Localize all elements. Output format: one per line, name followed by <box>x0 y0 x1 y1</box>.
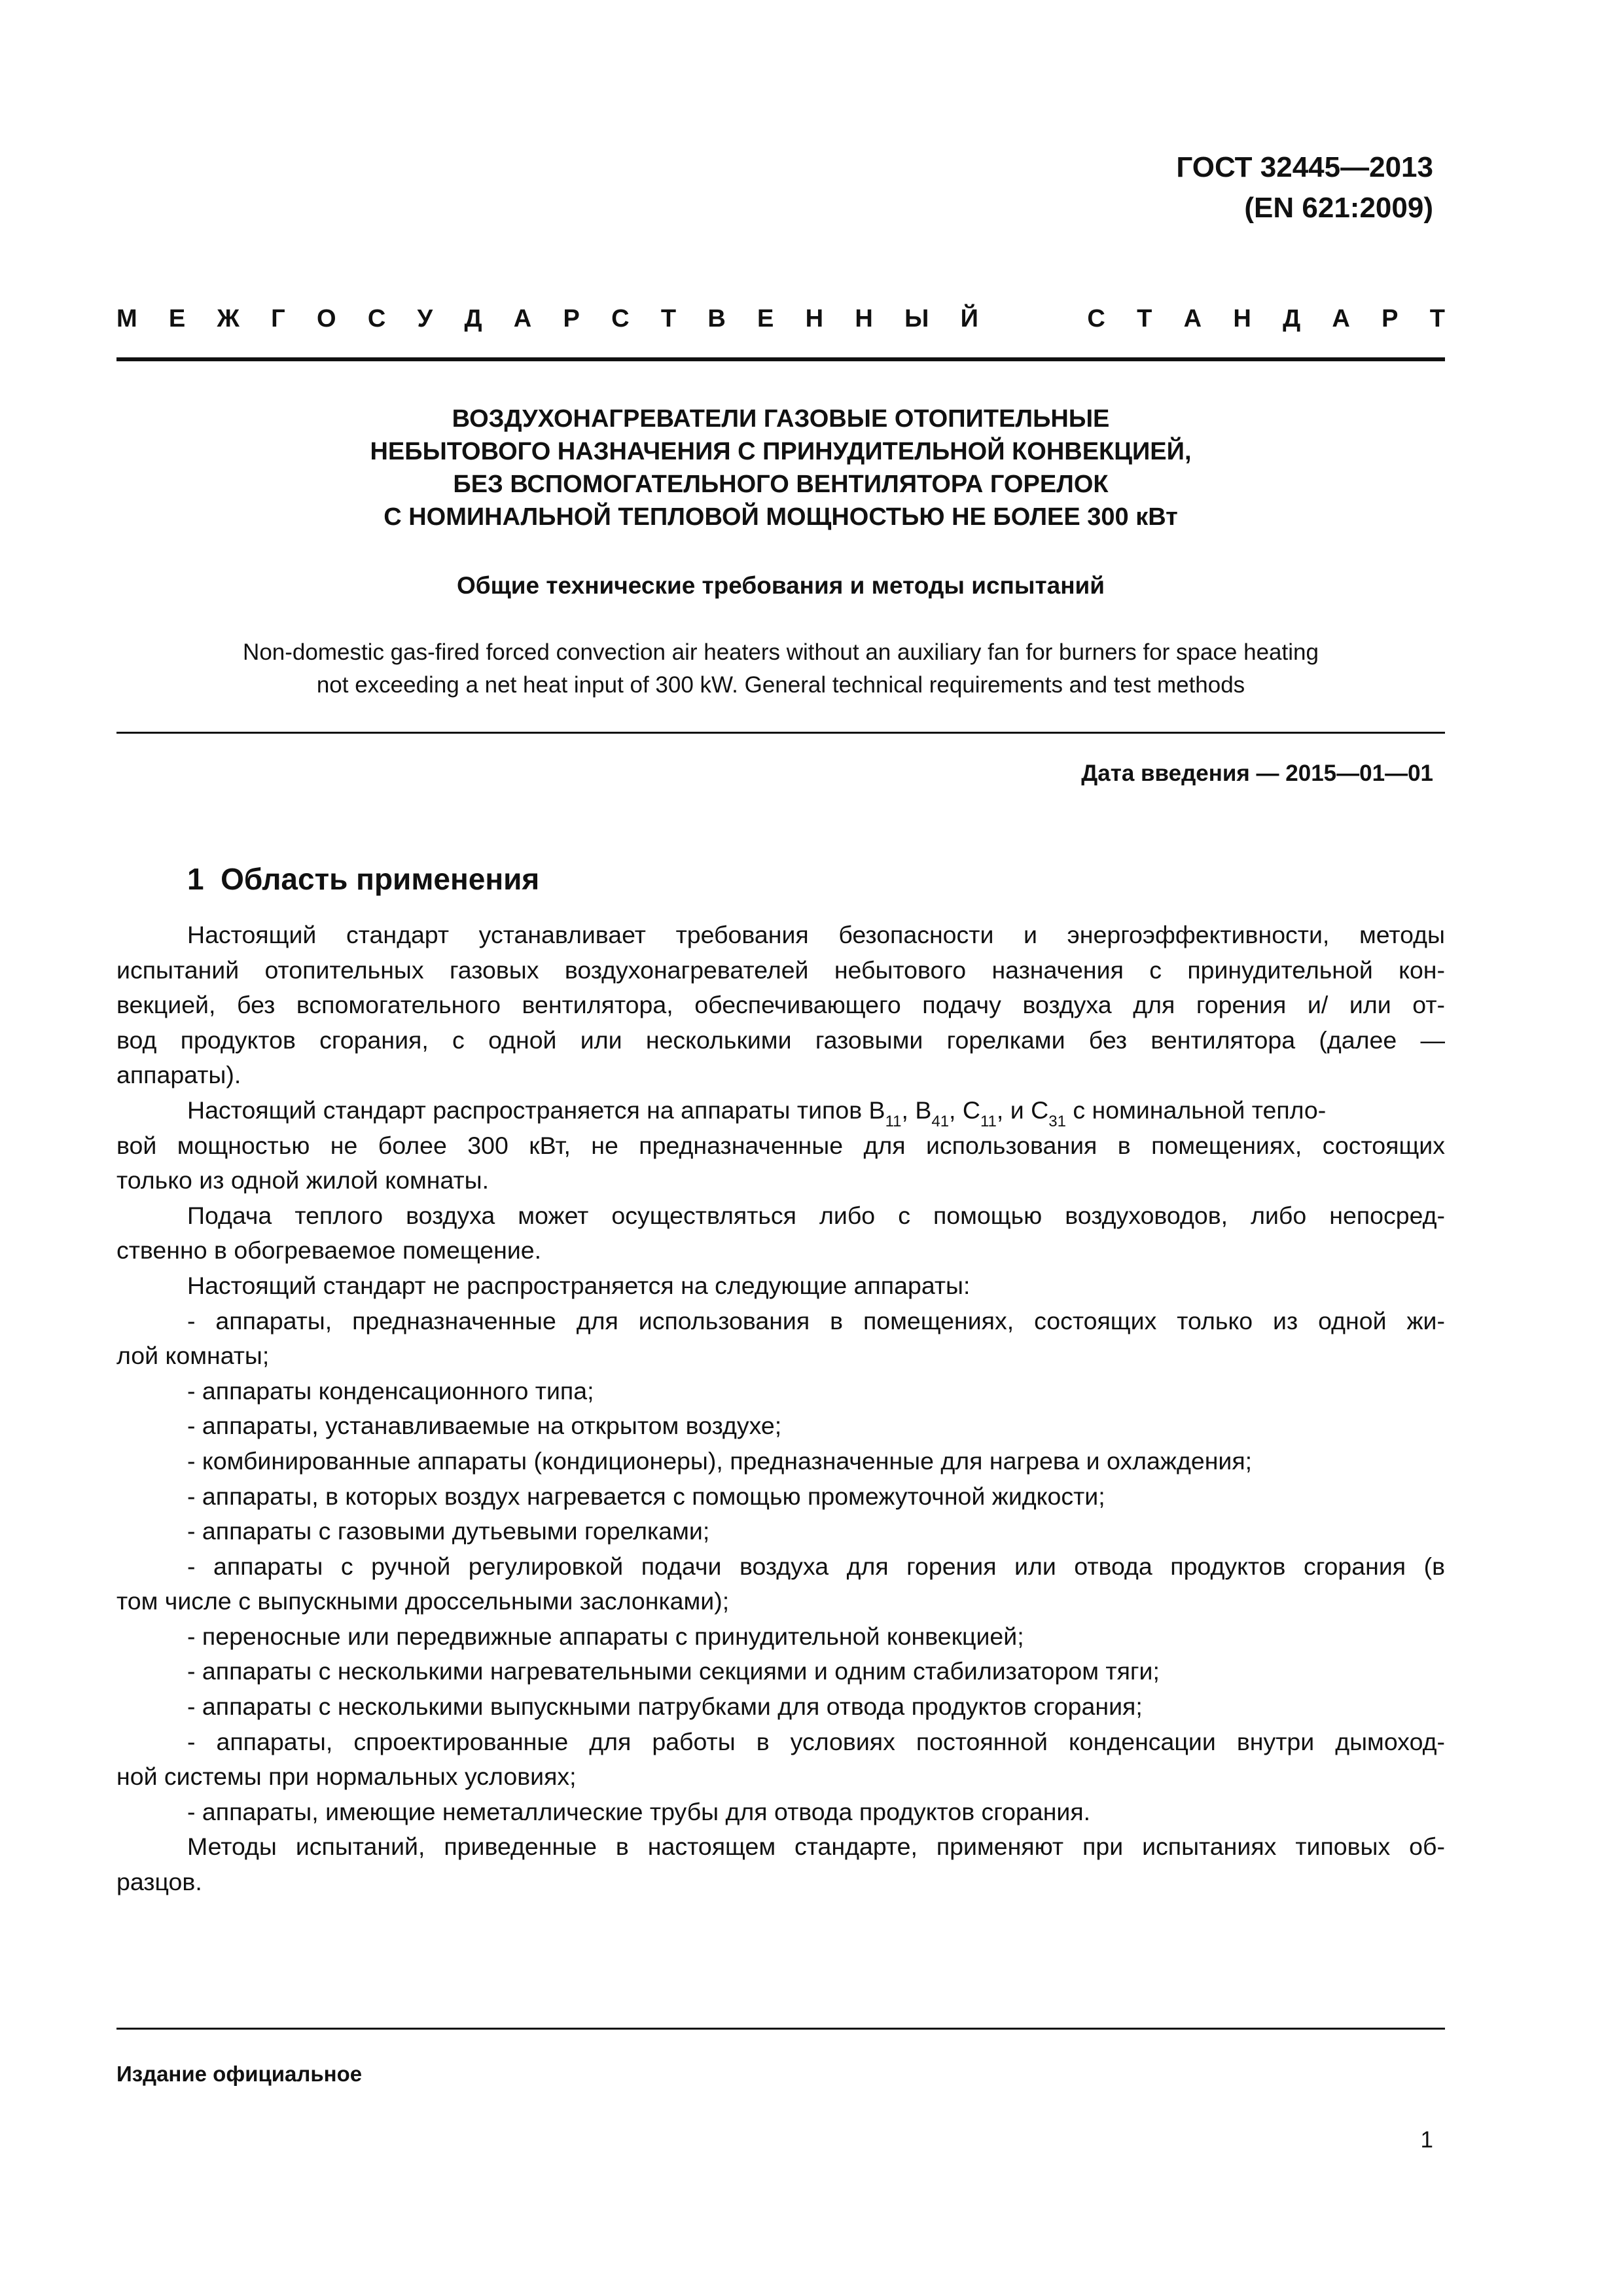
interstate-letter: Е <box>168 305 186 332</box>
body-line: аппараты). <box>116 1061 241 1089</box>
introduction-date: Дата введения — 2015—01—01 <box>1081 761 1433 786</box>
interstate-standard-label <box>116 305 1445 333</box>
interstate-letter: Ж <box>217 305 240 332</box>
list-item: - аппараты с газовыми дутьевыми горелками; <box>187 1517 710 1545</box>
list-item: - аппараты, имеющие неметаллические трубы для отвода продуктов сгорания. <box>187 1797 1091 1825</box>
section-body <box>116 918 1445 1900</box>
body-line-types: Настоящий стандарт распространяется на аппараты типов $B_{11}$, $B_{41}$, $C_{11}$, и $C_{31}$ с номинальной тепло- <box>187 1096 1327 1130</box>
list-item: - аппараты конденсационного типа; <box>187 1376 594 1405</box>
list-item: - аппараты, в которых воздух нагревается с помощью промежуточной жидкости; <box>187 1482 1105 1510</box>
list-item-continuation: ной системы при нормальных условиях; <box>116 1763 577 1791</box>
interstate-letter: Е <box>757 305 774 332</box>
title-line: С НОМИНАЛЬНОЙ ТЕПЛОВОЙ МОЩНОСТЬЮ НЕ БОЛЕЕ 300 кВт <box>383 503 1178 531</box>
body-line: ственно в обогреваемое помещение. <box>116 1236 542 1265</box>
standard-letter: А <box>1332 305 1350 332</box>
types-suffix: с номинальной тепло- <box>1065 1096 1327 1124</box>
standard-letter: Т <box>1137 305 1152 332</box>
body-line: разцов. <box>116 1868 202 1896</box>
list-item: - аппараты с несколькими нагревательными секциями и одним стабилизатором тяги; <box>187 1657 1160 1685</box>
type-c11: C <box>962 1096 980 1124</box>
interstate-letter: С <box>611 305 630 332</box>
section-title: Область применения <box>221 862 540 896</box>
standard-letter: Т <box>1429 305 1445 332</box>
interstate-letter: О <box>316 305 336 332</box>
list-item: - аппараты, предназначенные для использования в помещениях, состоящих только из одной жи- <box>187 1306 1445 1335</box>
body-line: векцией, без вспомогательного вентилятора, обеспечивающего подачу воздуха для горения и/ или от- <box>116 991 1445 1019</box>
list-item-continuation: том числе с выпускными дроссельными заслонками); <box>116 1587 730 1615</box>
interstate-letter: В <box>707 305 726 332</box>
document-title-en <box>116 636 1445 702</box>
document-title-ru <box>116 403 1445 533</box>
title-en-line: not exceeding a net heat input of 300 kW. General technical requirements and test methods <box>316 672 1245 698</box>
interstate-letter: Н <box>855 305 873 332</box>
word-gap <box>1010 305 1056 333</box>
section-heading <box>187 861 539 897</box>
interstate-letter: С <box>367 305 386 332</box>
body-line: испытаний отопительных газовых воздухонагревателей небытового назначения с принудительной кон- <box>116 956 1445 984</box>
list-item: - аппараты с несколькими выпускными патрубками для отвода продуктов сгорания; <box>187 1693 1143 1721</box>
type-b41: B <box>915 1096 932 1124</box>
interstate-letter: Ы <box>904 305 929 332</box>
list-item: - аппараты с ручной регулировкой подачи воздуха для горения или отвода продуктов сгорания (в <box>187 1552 1445 1580</box>
footer-divider <box>116 2028 1445 2030</box>
interstate-letter: Д <box>464 305 482 332</box>
title-divider <box>116 732 1445 734</box>
interstate-letter: Н <box>805 305 824 332</box>
type-subscript: 11 <box>885 1112 902 1130</box>
standard-letter: Д <box>1283 305 1301 332</box>
document-subtitle-ru: Общие технические требования и методы испытаний <box>456 572 1105 599</box>
interstate-letter: М <box>116 305 137 332</box>
interstate-letter: Г <box>271 305 285 332</box>
en-number-text: (EN 621:2009) <box>1244 192 1433 224</box>
standard-letter: С <box>1087 305 1105 332</box>
body-line: только из одной жилой комнаты. <box>116 1166 490 1194</box>
body-line: вой мощностью не более 300 кВт, не предназначенные для использования в помещениях, состоящих <box>116 1131 1445 1159</box>
list-item: - аппараты, устанавливаемые на открытом воздухе; <box>187 1412 782 1440</box>
interstate-letter: Й <box>960 305 978 332</box>
body-line: Методы испытаний, приведенные в настоящем стандарте, применяют при испытаниях типовых об- <box>187 1833 1445 1861</box>
interstate-letter: Р <box>563 305 580 332</box>
standard-letter: Н <box>1233 305 1251 332</box>
type-subscript: 11 <box>980 1112 997 1130</box>
header-divider <box>116 357 1445 361</box>
interstate-letter: У <box>417 305 433 332</box>
edition-label: Издание официальное <box>116 2062 363 2086</box>
interstate-letter: А <box>513 305 532 332</box>
body-line: Подача теплого воздуха может осуществляться либо с помощью воздуховодов, либо непосред- <box>187 1201 1445 1229</box>
document-number <box>1176 147 1433 228</box>
type-subscript: 31 <box>1048 1112 1066 1130</box>
title-line: НЕБЫТОВОГО НАЗНАЧЕНИЯ С ПРИНУДИТЕЛЬНОЙ КОНВЕКЦИЕЙ, <box>370 438 1192 465</box>
page-number: 1 <box>1420 2127 1433 2153</box>
list-item: - переносные или передвижные аппараты с принудительной конвекцией; <box>187 1622 1024 1650</box>
list-item: - аппараты, спроектированные для работы в условиях постоянной конденсации внутри дымоход- <box>187 1727 1445 1755</box>
body-line: вод продуктов сгорания, с одной или несколькими газовыми горелками без вентилятора (далее — <box>116 1026 1445 1054</box>
list-item-continuation: лой комнаты; <box>116 1342 270 1370</box>
section-number: 1 <box>187 862 204 896</box>
type-subscript: 41 <box>931 1112 950 1130</box>
title-line: ВОЗДУХОНАГРЕВАТЕЛИ ГАЗОВЫЕ ОТОПИТЕЛЬНЫЕ <box>452 405 1110 433</box>
types-prefix: Настоящий стандарт распространяется на аппараты типов <box>187 1096 869 1124</box>
standard-letter: А <box>1183 305 1202 332</box>
list-item: - комбинированные аппараты (кондиционеры), предназначенные для нагрева и охлаждения; <box>187 1446 1253 1475</box>
interstate-letter: Т <box>660 305 677 332</box>
body-line: Настоящий стандарт устанавливает требования безопасности и энергоэффективности, методы <box>187 921 1445 948</box>
gost-number-text: ГОСТ 32445—2013 <box>1176 151 1433 183</box>
standard-letter: Р <box>1382 305 1399 332</box>
type-c31: C <box>1031 1096 1049 1124</box>
title-en-line: Non-domestic gas-fired forced convection air heaters without an auxiliary fan for burners for space heating <box>243 639 1319 665</box>
title-line: БЕЗ ВСПОМОГАТЕЛЬНОГО ВЕНТИЛЯТОРА ГОРЕЛОК <box>453 471 1109 498</box>
type-b11: B <box>868 1096 885 1124</box>
body-line: Настоящий стандарт не распространяется на следующие аппараты: <box>187 1271 971 1299</box>
